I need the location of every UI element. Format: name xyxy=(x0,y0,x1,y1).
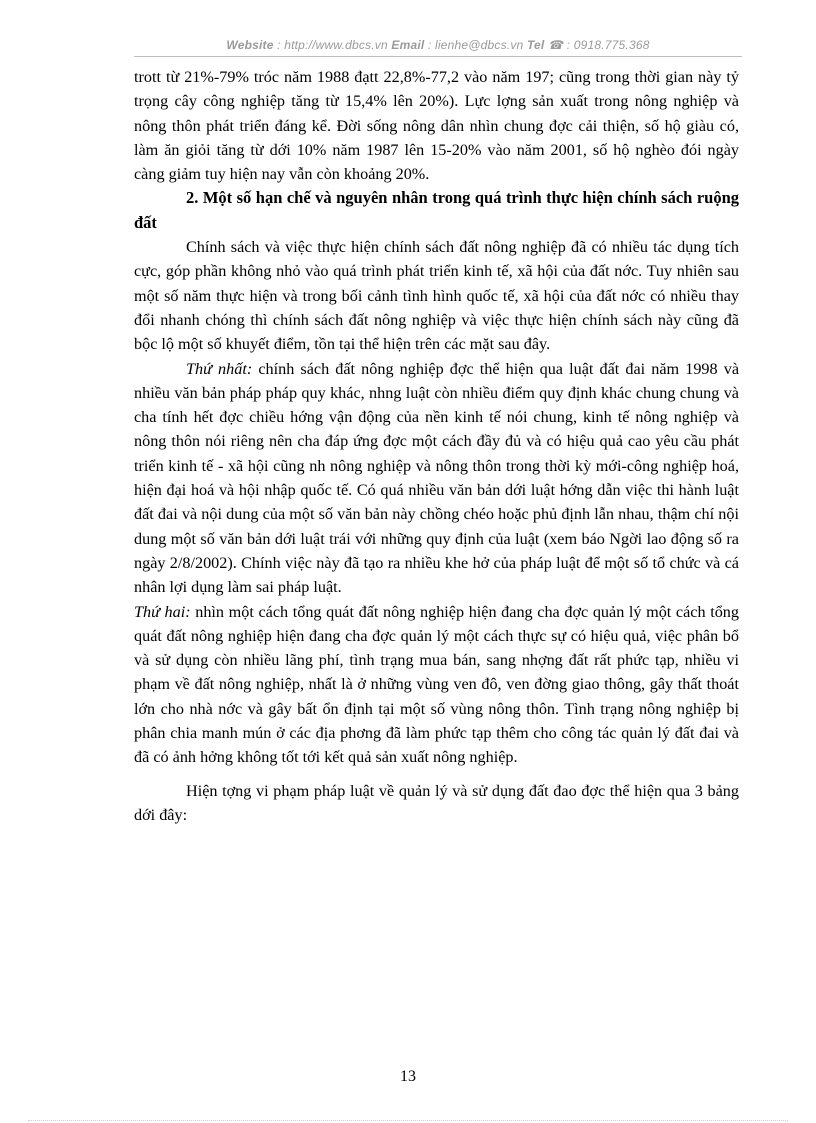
website-separator: : xyxy=(273,38,285,52)
paragraph-5: Hiện tợng vi phạm pháp luật về quản lý và sử dụng đất đao đợc thể hiện qua 3 bảng dới đây: xyxy=(134,781,739,824)
paragraph-3-lead: Thứ nhất: xyxy=(186,359,253,378)
footer-divider xyxy=(28,1120,788,1121)
section-heading: 2. Một số hạn chế và nguyên nhân trong quá trình thực hiện chính sách ruộng đất xyxy=(134,188,739,232)
paragraph-4-text: nhìn một cách tổng quát đất nông nghiệp hiện đang cha đợc quản lý một cách tổng quát đất nông nghiệp hiện đang cha đợc quản lý một cách thực sự có hiệu quả, việc phân bổ và sử dụng còn nhiều lãng phí, tình trạng mua bán, sang nhợng đất rất phức tạp, nhiều vi phạm về đất nông nghiệp, nhất là ở những vùng ven đô, ven đờng giao thông, gây thất thoát lớn cho nhà nớc và gây bất ổn định tại một số vùng nông thôn. Tình trạng nông nghiệp bị phân chia manh mún ở các địa phơng đã làm phức tạp thêm cho công tác quản lý đất đai và đã có ảnh hởng không tốt tới kết quả sản xuất nông nghiệp. xyxy=(134,602,739,767)
phone-icon: ☎ xyxy=(548,38,564,52)
email-separator: : xyxy=(424,38,436,52)
paragraph-4-lead: Thứ hai: xyxy=(134,602,191,621)
paragraph-4 xyxy=(134,600,739,770)
document-body xyxy=(134,65,739,827)
paragraph-2: Chính sách và việc thực hiện chính sách đất nông nghiệp đã có nhiều tác dụng tích cực, góp phần không nhỏ vào quá trình phát triển kinh tế, xã hội của đất nớc. Tuy nhiên sau một số năm thực hiện và trong bối cảnh tình hình quốc tế, xã hội của đất nớc có nhiều thay đổi nhanh chóng thì chính sách đất nông nghiệp và việc thực hiện chính sách này cũng đã bộc lộ một số khuyết điểm, tồn tại thể hiện trên các mặt sau đây. xyxy=(134,238,739,354)
email-label: Email xyxy=(391,38,425,52)
paragraph-1: trott từ 21%-79% tróc năm 1988 đạtt 22,8%-77,2 vào năm 197; cũng trong thời gian này tỷ trọng cây công nghiệp tăng từ 15,4% lên 20%). Lực lợng sản xuất trong nông nghiệp và nông thôn phát triển đáng kể. Đời sống nông dân nhìn chung đợc cải thiện, số hộ giàu có, làm ăn giỏi tăng từ dới 10% năm 1987 lên 15-20% vào năm 2001, số hộ nghèo đói ngày càng giảm tuy hiện nay vẫn còn khoảng 20%. xyxy=(134,68,739,184)
header-divider xyxy=(134,56,742,57)
website-url[interactable]: http://www.dbcs.vn xyxy=(284,38,388,52)
email-address[interactable]: lienhe@dbcs.vn xyxy=(435,38,524,52)
page-header xyxy=(134,38,742,52)
website-label: Website xyxy=(226,38,274,52)
page-number: 13 xyxy=(400,1068,416,1085)
paragraph-3-text: chính sách đất nông nghiệp đợc thể hiện qua luật đất đai năm 1998 và nhiều văn bản pháp pháp quy khác, nhng luật còn nhiều điểm quy định khác chung chung và cha tính hết đợc chiều hớng vận động của nền kinh tế nói chung, kinh tế nông nghiệp và nông thôn nói riêng nên cha đáp ứng đợc một cách đầy đủ và có hiệu quả cao yêu cầu phát triển kinh tế - xã hội cũng nh nông nghiệp và nông thôn trong thời kỳ mới-công nghiệp hoá, hiện đại hoá và hội nhập quốc tế. Có quá nhiều văn bản dới luật hớng dẫn việc thi hành luật đất đai và nội dung của một số văn bản này chồng chéo hoặc phủ định lẫn nhau, thậm chí nội dung một số văn bản dới luật trái với những quy định của luật (xem báo Ngời lao động số ra ngày 2/8/2002). Chính việc này đã tạo ra nhiều khe hở của pháp luật để một số tổ chức và cá nhân lợi dụng làm sai pháp luật. xyxy=(134,359,739,597)
tel-label: Tel xyxy=(526,38,545,52)
paragraph-3 xyxy=(134,357,739,600)
tel-number: : 0918.775.368 xyxy=(563,38,650,52)
